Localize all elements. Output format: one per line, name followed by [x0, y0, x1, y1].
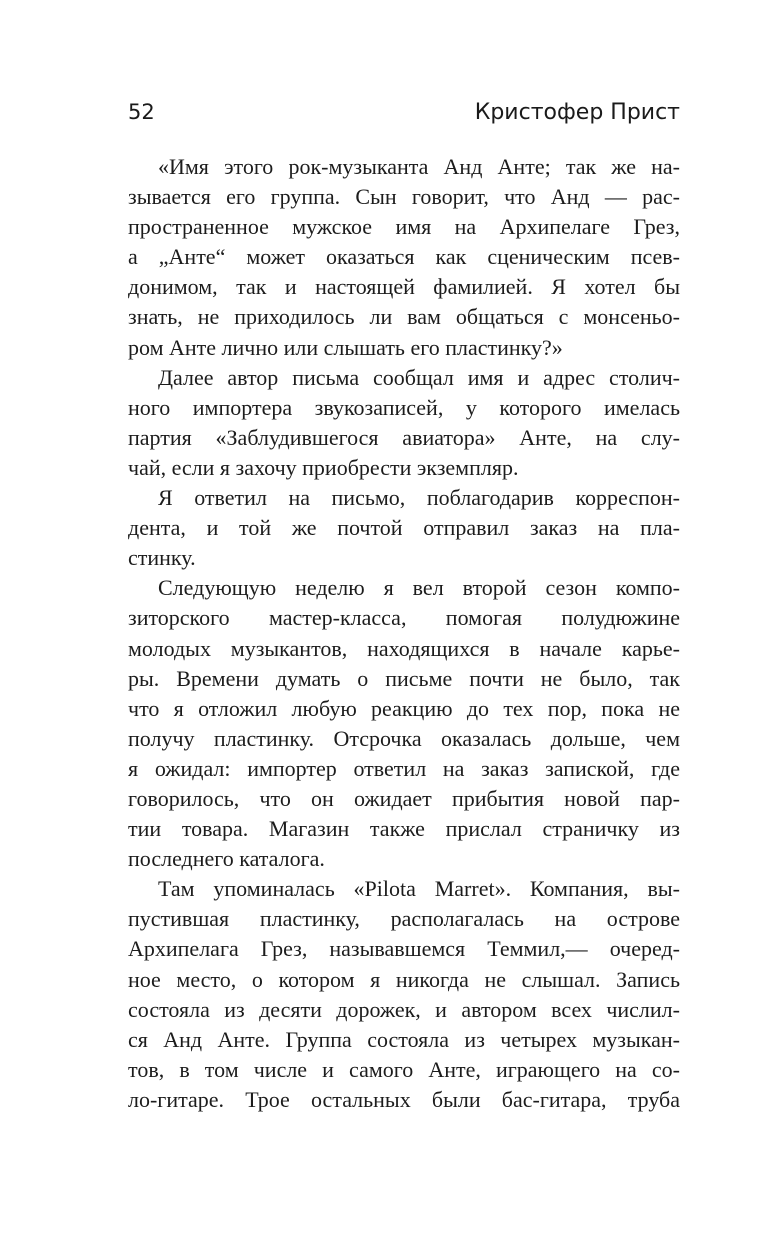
running-title: Кристофер Прист [474, 100, 680, 125]
paragraph [128, 152, 680, 363]
text-line: зиторского мастер-класса, помогая полудюжине [128, 605, 680, 631]
text-line: стинку. [128, 545, 196, 571]
text-line: ры. Времени думать о письме почти не было, так [128, 665, 680, 691]
paragraph [128, 483, 680, 573]
text-line: знать, не приходилось ли вам общаться с монсеньо- [128, 304, 680, 330]
paragraph [128, 363, 680, 483]
text-line: Архипелага Грез, называвшемся Теммил,— очеред- [128, 936, 680, 962]
body-text [128, 152, 680, 1115]
text-line: Далее автор письма сообщал имя и адрес столич- [158, 364, 680, 390]
page-number: 52 [128, 100, 155, 124]
page-header [128, 100, 680, 134]
text-line: ся Анд Анте. Группа состояла из четырех музыкан- [128, 1026, 680, 1052]
text-line: дента, и той же почтой отправил заказ на пла- [128, 515, 680, 541]
text-line: последнего каталога. [128, 846, 325, 872]
text-line: Я ответил на письмо, поблагодарив корреспон- [158, 485, 680, 511]
text-line: пустившая пластинку, располагалась на острове [128, 906, 680, 932]
text-line: донимом, так и настоящей фамилией. Я хотел бы [128, 274, 680, 300]
text-line: тии товара. Магазин также прислал страничку из [128, 816, 680, 842]
text-line: тов, в том числе и самого Анте, играющего на со- [128, 1056, 680, 1082]
text-line: ло-гитаре. Трое остальных были бас-гитара, труба [128, 1086, 680, 1112]
text-line: что я отложил любую реакцию до тех пор, пока не [128, 695, 680, 721]
text-line: Следующую неделю я вел второй сезон компо- [158, 575, 680, 601]
text-line: а „Анте“ может оказаться как сценическим псев- [128, 244, 680, 270]
text-line: зывается его группа. Сын говорит, что Анд — рас- [128, 184, 680, 210]
paragraph [128, 874, 680, 1115]
text-line: «Имя этого рок-музыканта Анд Анте; так же на- [158, 154, 680, 179]
text-line: состояла из десяти дорожек, и автором всех числил- [128, 996, 680, 1022]
text-line: я ожидал: импортер ответил на заказ запиской, где [128, 755, 680, 781]
text-line: говорилось, что он ожидает прибытия новой пар- [128, 785, 680, 811]
text-line: пространенное мужское имя на Архипелаге Грез, [128, 214, 680, 240]
text-line: ного импортера звукозаписей, у которого имелась [128, 394, 680, 420]
paragraph [128, 573, 680, 874]
text-line: Там упоминалась «Pilota Marret». Компания, вы- [158, 876, 680, 902]
text-line: ром Анте лично или слышать его пластинку?» [128, 334, 563, 360]
text-line: чай, если я захочу приобрести экземпляр. [128, 454, 519, 480]
text-line: молодых музыкантов, находящихся в начале карье- [128, 635, 680, 661]
text-line: партия «Заблудившегося авиатора» Анте, на слу- [128, 424, 680, 450]
text-line: ное место, о котором я никогда не слышал. Запись [128, 966, 680, 992]
text-line: получу пластинку. Отсрочка оказалась дольше, чем [128, 725, 680, 751]
